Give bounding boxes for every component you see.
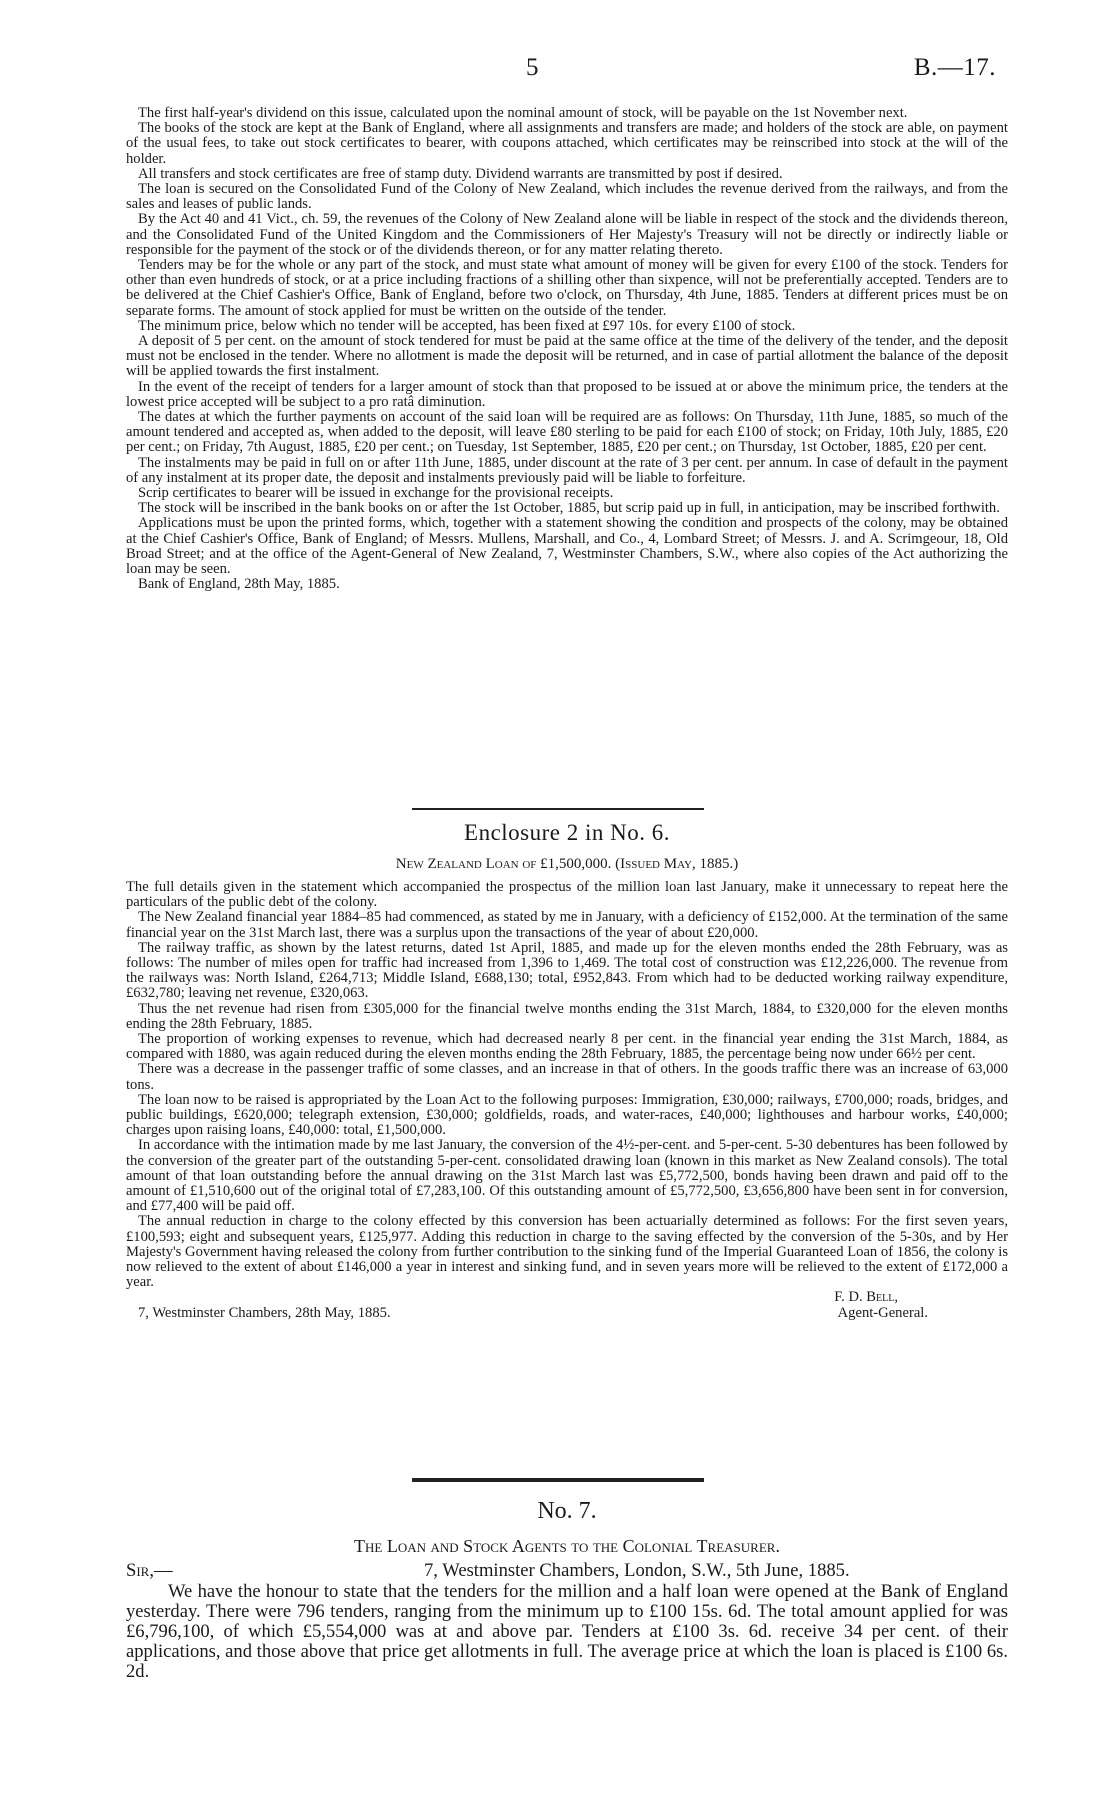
paragraph: The proportion of working expenses to revenue, which had decreased nearly 8 per cent. in the financial year ending the 31st March, 1884, as compared with 1880, was again reduced during the eleven months ending the 28th February, 1885, the percentage being now under 66½ per cent. — [126, 1031, 1008, 1063]
signature-name: F. D. Bell, — [834, 1289, 898, 1306]
signature-title: Agent-General. — [837, 1305, 928, 1322]
dateline: Bank of England, 28th May, 1885. — [138, 576, 340, 593]
paragraph: All transfers and stock certificates are free of stamp duty. Dividend warrants are transmitted by post if desired. — [138, 165, 783, 182]
paragraph: The dates at which the further payments on account of the said loan will be required are as follows: On Thursday, 11th June, 1885, so much of the amount tendered and accepted as, when added to the deposit, will leave £80 sterling to be paid for each £100 of stock; on Friday, 10th July, 1885, £20 per cent.; on Friday, 7th August, 1885, £20 per cent.; on Tuesday, 1st September, 1885, £20 per cent.; on Thursday, 1st October, 1885, £20 per cent. — [126, 409, 1008, 456]
paragraph: The books of the stock are kept at the Bank of England, where all assignments and transfers are made; and holders of the stock are able, on payment of the usual fees, to take out stock certificates to bearer, with coupons attached, which certificates may be reinscribed into stock at the will of the holder. — [126, 120, 1008, 167]
paragraph: Scrip certificates to bearer will be issued in exchange for the provisional receipts. — [138, 485, 614, 502]
paragraph: Thus the net revenue had risen from £305,000 for the financial twelve months ending the 31st March, 1884, to £320,000 for the eleven months ending the 28th February, 1885. — [126, 1000, 1008, 1032]
page-number: 5 — [526, 54, 539, 81]
paragraph: The full details given in the statement which accompanied the prospectus of the million loan last January, make it unnecessary to repeat here the particulars of the public debt of the colony. — [126, 879, 1008, 911]
paragraph: The railway traffic, as shown by the latest returns, dated 1st April, 1885, and made up for the eleven months ended the 28th February, was as follows: The number of miles open for traffic had increased from 1,396 to 1,469. The total cost of construction was £12,226,000. The revenue from the railways was: North Island, £264,713; Middle Island, £688,130; total, £952,843. From which had to be deducted working railway expenditure, £632,780; leaving net revenue, £320,063. — [126, 939, 1008, 1002]
signature-block — [126, 1290, 1008, 1306]
letter-number: No. 7. — [537, 1498, 597, 1524]
enclosure-subtitle: New Zealand Loan of £1,500,000. (Issued May, 1885.) — [395, 856, 739, 872]
signature-line — [126, 1306, 1008, 1322]
document-reference: B.—17. — [913, 54, 996, 81]
enclosure-title: Enclosure 2 in No. 6. — [464, 820, 670, 845]
paragraph: We have the honour to state that the tenders for the million and a half loan were opened at the Bank of England yesterday. There were 796 tenders, ranging from the minimum up to £100 15s. 6d. The total amount applied for was £6,796,100, of which £5,554,000 was at and above par. Tenders at £100 3s. 6d. receive 34 per cent. of their applications, and those above that price get allotments in full. The average price at which the loan is placed is £100 6s. 2d. — [126, 1581, 1008, 1682]
paragraph: The first half-year's dividend on this issue, calculated upon the nominal amount of stock, will be payable on the 1st November next. — [138, 105, 908, 121]
paragraph: The New Zealand financial year 1884–85 had commenced, as stated by me in January, with a deficiency of £152,000. At the termination of the same financial year on the 31st March last, there was a surplus upon the transactions of the year of about £20,000. — [126, 909, 1008, 941]
paragraph: The minimum price, below which no tender will be accepted, has been fixed at £97 10s. for every £100 of stock. — [138, 317, 796, 334]
paragraph: The annual reduction in charge to the colony effected by this conversion has been actuarially determined as follows: For the first seven years, £100,593; eight and subsequent years, £125,977. Adding this reduction in charge to the saving effected by the conversion of the 5-30s, and by Her Majesty's Government having released the colony from further contribution to the sinking fund of the Imperial Guaranteed Loan of 1856, the colony is now relieved to the extent of about £146,000 a year in interest and sinking fund, and in seven years more will be relieved to the extent of £172,000 a year. — [126, 1213, 1008, 1291]
letter-dateline: 7, Westminster Chambers, London, S.W., 5th June, 1885. — [424, 1560, 850, 1581]
paragraph: Tenders may be for the whole or any part of the stock, and must state what amount of money will be given for every £100 of the stock. Tenders for other than even hundreds of stock, or at a price including fractions of a shilling other than sixpence, will not be preferentially accepted. Tenders are to be delivered at the Chief Cashier's Office, Bank of England, before two o'clock, on Thursday, 4th June, 1885. Tenders at different prices must be on separate forms. The amount of stock applied for must be written on the outside of the tender. — [126, 257, 1008, 319]
salutation: Sir,— — [126, 1560, 173, 1581]
paragraph: The loan now to be raised is appropriated by the Loan Act to the following purposes: Immigration, £30,000; railways, £700,000; roads, bridges, and public buildings, £620,000; telegraph extension, £30,000; goldfields, roads, and water-races, £40,000; lighthouses and harbour works, £40,000; charges upon raising loans, £40,000: total, £1,500,000. — [126, 1091, 1008, 1139]
paragraph: The loan is secured on the Consolidated Fund of the Colony of New Zealand, which includes the revenue derived from the railways, and from the sales and leases of public lands. — [126, 181, 1008, 213]
section-divider — [412, 808, 704, 810]
section-divider — [412, 1478, 704, 1482]
prospectus-section — [126, 106, 1008, 593]
letter-body — [126, 1560, 1008, 1682]
salutation-row — [126, 1560, 1008, 1582]
paragraph: The instalments may be paid in full on or after 11th June, 1885, under discount at the rate of 3 per cent. per annum. In case of default in the payment of any instalment at its proper date, the deposit and instalments previously paid will be liable to forfeiture. — [126, 454, 1008, 486]
paragraph: A deposit of 5 per cent. on the amount of stock tendered for must be paid at the same office at the time of the delivery of the tender, and the deposit must not be enclosed in the tender. Where no allotment is made the deposit will be returned, and in case of partial allotment the balance of the deposit will be applied towards the first instalment. — [126, 333, 1008, 380]
paragraph: Applications must be upon the printed forms, which, together with a statement showing the condition and prospects of the colony, may be obtained at the Chief Cashier's Office, Bank of England; of Messrs. Mullens, Marshall, and Co., 4, Lombard Street; of Messrs. J. and A. Scrimgeour, 18, Old Broad Street; and at the office of the Agent-General of New Zealand, 7, Westminster Chambers, S.W., where also copies of the Act authorizing the loan may be seen. — [126, 515, 1008, 578]
paragraph: There was a decrease in the passenger traffic of some classes, and an increase in that of others. In the goods traffic there was an increase of 63,000 tons. — [126, 1061, 1008, 1093]
letter-subtitle: The Loan and Stock Agents to the Colonial Treasurer. — [354, 1536, 780, 1556]
sender-address: 7, Westminster Chambers, 28th May, 1885. — [138, 1305, 391, 1322]
paragraph: The stock will be inscribed in the bank books on or after the 1st October, 1885, but scrip paid up in full, in anticipation, may be inscribed forthwith. — [138, 500, 1000, 517]
paragraph: In the event of the receipt of tenders for a larger amount of stock than that proposed to be issued at or above the minimum price, the tenders at the lowest price accepted will be subject to a pro ratâ diminution. — [126, 378, 1008, 410]
page-header — [0, 50, 1114, 90]
paragraph: In accordance with the intimation made by me last January, the conversion of the 4½-per-cent. and 5-per-cent. 5-30 debentures has been followed by the conversion of the greater part of the outstanding 5-per-cent. consolidated drawing loan (known in this market as New Zealand consols). The total amount of that loan outstanding before the annual drawing on the 31st March last was £5,772,500, bonds having been drawn and paid off to the amount of £1,510,600 out of the original total of £7,283,100. Of this outstanding amount of £5,772,500, £3,656,800 have been sent in for conversion, and £77,400 will be paid off. — [126, 1137, 1008, 1215]
paragraph: By the Act 40 and 41 Vict., ch. 59, the revenues of the Colony of New Zealand alone will be liable in respect of the stock and the dividends thereon, and the Consolidated Fund of the United Kingdom and the Commissioners of Her Majesty's Treasury will not be directly or indirectly liable or responsible for the payment of the stock or of the dividends thereon, or for any matter relating thereto. — [126, 211, 1008, 258]
enclosure-body — [126, 880, 1008, 1322]
